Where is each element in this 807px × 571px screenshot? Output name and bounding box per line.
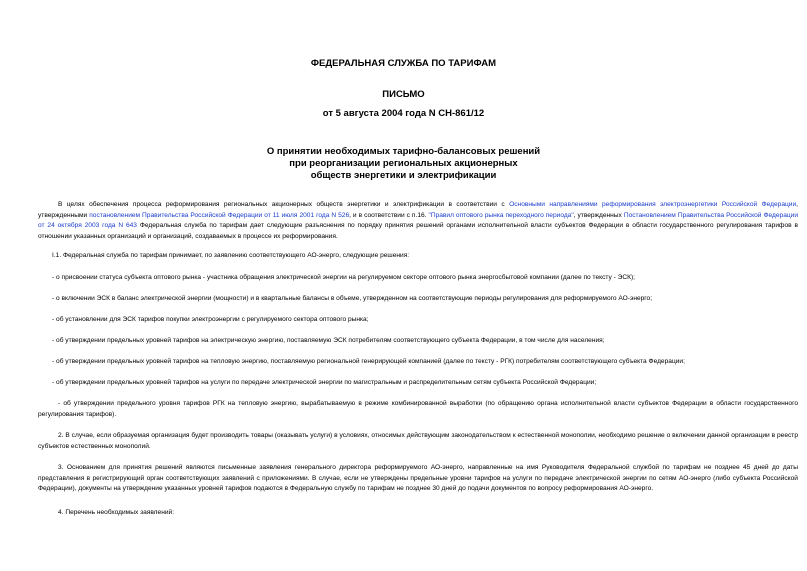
list-item: - об утверждении предельных уровней тарифов на тепловую энергию, поставляемую региональной генерирующей компанией (далее по тексту - РГК) потребителям соответствующего субъекта Федерации; bbox=[52, 358, 685, 365]
paragraph-4: 4. Перечень необходимых заявлений: bbox=[58, 509, 175, 516]
subject-line: обществ энергетики и электрификации bbox=[310, 170, 497, 181]
link-decree-526[interactable]: постановлением Правительства Российской Федерации от 11 июля 2001 года N 526 bbox=[89, 211, 350, 219]
subject-line: О принятии необходимых тарифно-балансовых решений bbox=[266, 146, 541, 157]
link-reform-directions[interactable]: Основными направлениями реформирования электроэнергетики Российской Федерации bbox=[509, 201, 797, 208]
list-item: - об установлении для ЭСК тарифов покупки электроэнергии с регулируемого сектора оптового рынка; bbox=[52, 316, 369, 323]
subject-line: при реорганизации региональных акционерных bbox=[289, 158, 518, 169]
agency-heading: ФЕДЕРАЛЬНАЯ СЛУЖБА ПО ТАРИФАМ bbox=[310, 58, 497, 69]
intro-paragraph: В целях обеспечения процесса реформирования региональных акционерных обществ энергетики и электрификации в соответствии с Основными направлениями реформирования электроэнергетики Российской Федерации, утвержденными постановлением Правительства Российской Федерации от 11 июля 2001 года N 526, и в соответствии с п.16. "Правил оптового рынка переходного периода", утвержденных Постановлением Правительства Российской Федерации от 24 октября 2003 года N 643 Федеральная служба по тарифам дает следующие разъяснения по порядку принятия решений органами исполнительной власти субъектов Федерации в области государственного регулирования тарифов в отношении указанных организаций и организаций, создаваемых в процессе их реформирования. bbox=[38, 201, 799, 240]
document-subject bbox=[0, 146, 807, 182]
link-decree-643[interactable]: Постановлением Правительства Российской Федерации от 24 октября 2003 года N 643 bbox=[38, 211, 799, 229]
list-item: - об утверждении предельных уровней тарифов на услуги по передаче электрической энергии по магистральным и распределительным сетям субъекта Российской Федерации; bbox=[52, 379, 597, 386]
list-item: - об утверждении предельного уровня тарифов РГК на тепловую энергию, вырабатываемую в режиме комбинированной выработки (по обращению органа исполнительной власти субъектов Федерации в области государственного регулирования тарифов). bbox=[38, 400, 798, 418]
document-type: ПИСЬМО bbox=[382, 89, 425, 100]
document-date-number: от 5 августа 2004 года N СН-861/12 bbox=[322, 108, 485, 119]
list-item: - о присвоении статуса субъекта оптового рынка - участника обращения электрической энергии на регулируемом секторе оптового рынка энергосбытовой компании (далее по тексту - ЭСК); bbox=[52, 274, 636, 281]
paragraph-2: 2. В случае, если образуемая организация будет производить товары (оказывать услуги) в условиях, относимых действующим законодательством к естественной монополии, необходимо решение о включении данной организации в реестр субъектов естественных монополий. bbox=[38, 432, 798, 450]
link-wholesale-rules[interactable]: "Правил оптового рынка переходного периода" bbox=[428, 211, 574, 219]
section1-heading: I.1. Федеральная служба по тарифам принимает, по заявлению соответствующего АО-энерго, следующие решения: bbox=[52, 252, 410, 259]
list-item: - об утверждении предельных уровней тарифов на электрическую энергию, поставляемую ЭСК потребителям соответствующего субъекта Федерации, в том числе для населения; bbox=[52, 337, 605, 344]
paragraph-3: 3. Основанием для принятия решений являются письменные заявления генерального директора реформируемого АО-энерго, направленные на имя Руководителя Федеральной службой по тарифам не позднее 45 дней до даты представления в регистрирующий орган соответствующих заявлений с приложениями. В случае, если не утверждены предельные уровни тарифов на услуги по передаче электрической энергии по сетям АО-энерго (либо субъекта Российской Федерации), документы на утверждение указанных уровней тарифов подаются в Федеральную службу по тарифам не позднее 30 дней до подачи документов по вопросу реформирования АО-энерго. bbox=[38, 464, 798, 492]
list-item: - о включении ЭСК в баланс электрической энергии (мощности) и в квартальные балансы в объеме, утвержденном на соответствующие периоды регулирования для реформируемого АО-энерго; bbox=[52, 295, 653, 302]
